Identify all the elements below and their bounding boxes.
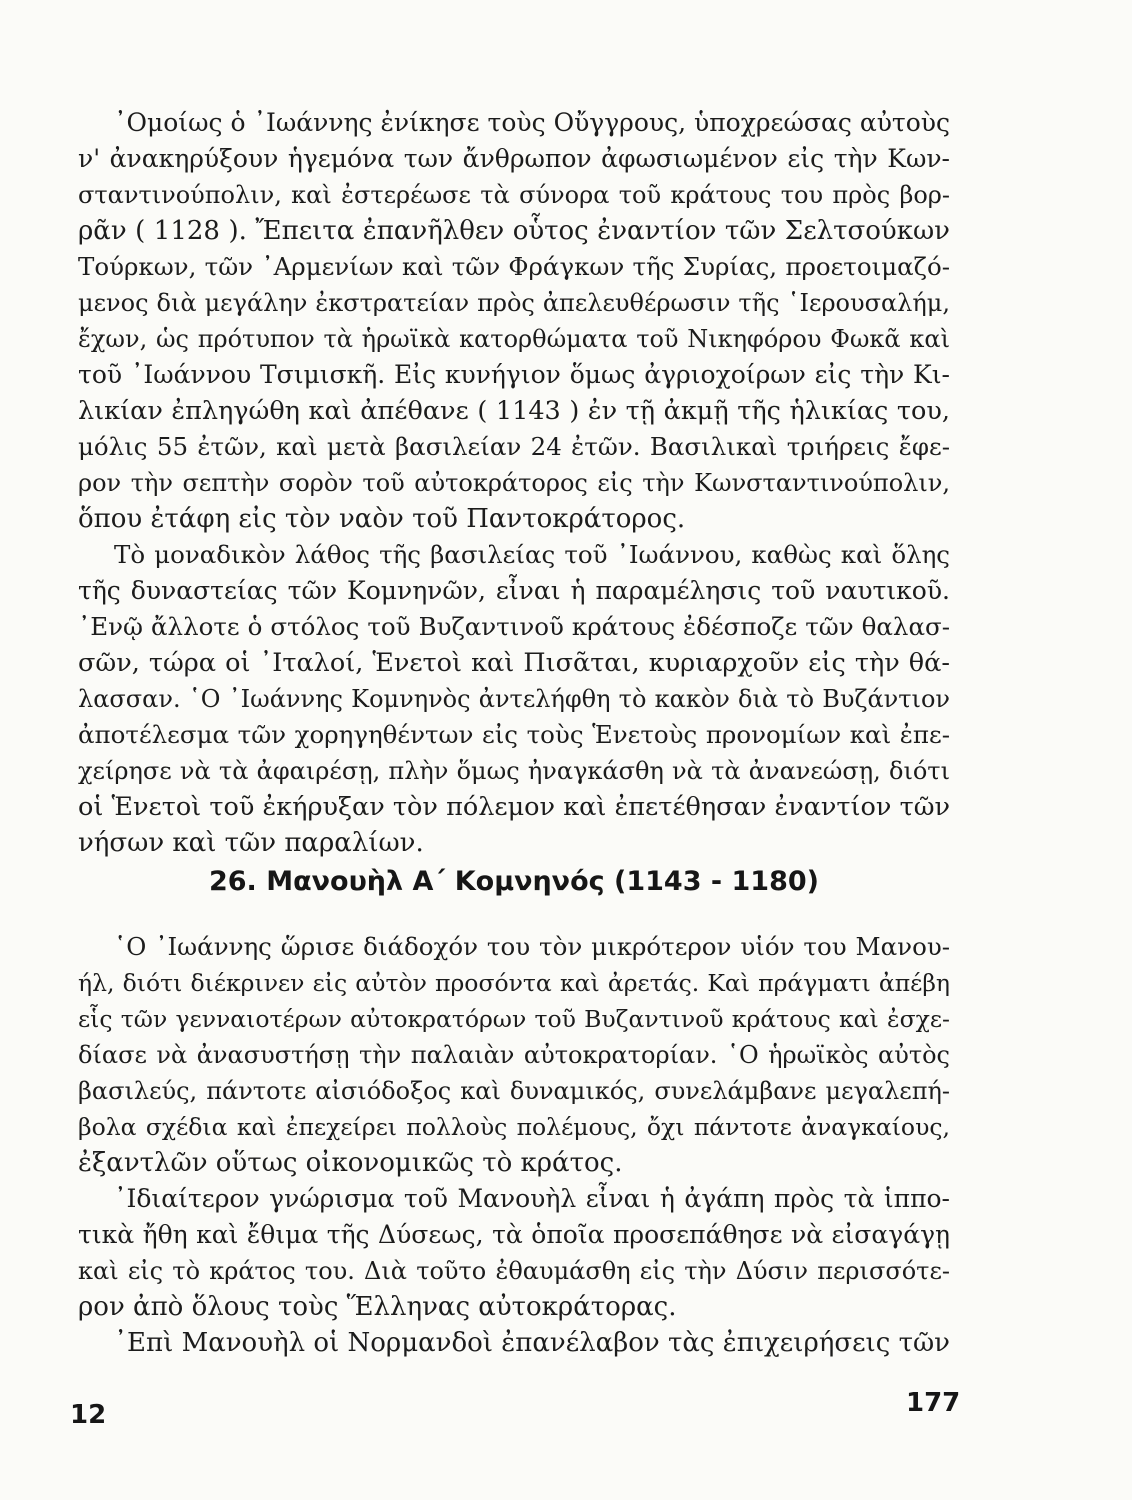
- section-heading: 26. Μανουὴλ Α΄ Κομνηνός (1143 - 1180): [208, 866, 820, 897]
- text-line: Τὸ μοναδικὸν λάθος τῆς βασιλείας τοῦ ᾿Ιωάννου, καθὼς καὶ ὅλης: [114, 540, 950, 569]
- text-line: ἔχων, ὡς πρότυπον τὰ ἡρωϊκὰ κατορθώματα τοῦ Νικηφόρου Φωκᾶ καὶ: [78, 325, 950, 353]
- text-line: ὅπου ἐτάφη εἰς τὸν ναὸν τοῦ Παντοκράτορος.: [78, 504, 686, 534]
- text-line: ᾿Ενῷ ἄλλοτε ὁ στόλος τοῦ Βυζαντινοῦ κράτους ἐδέσποζε τῶν θαλασ-: [78, 612, 950, 641]
- page-number: 177: [906, 1388, 961, 1418]
- text-line: ήλ, διότι διέκρινεν εἰς αὐτὸν προσόντα καὶ ἀρετάς. Καὶ πράγματι ἀπέβη: [78, 969, 950, 997]
- text-line: ἀποτέλεσμα τῶν χορηγηθέντων εἰς τοὺς Ἑνετοὺς προνομίων καὶ ἐπε-: [78, 720, 950, 749]
- text-line: ν' ἀνακηρύξουν ἡγεμόνα των ἄνθρωπον ἀφωσιωμένον εἰς τὴν Κων-: [78, 144, 950, 173]
- text-line: βολα σχέδια καὶ ἐπεχείρει πολλοὺς πολέμους, ὄχι πάντοτε ἀναγκαίους,: [78, 1113, 950, 1141]
- signature-mark: 12: [70, 1400, 107, 1430]
- text-line: ρον τὴν σεπτὴν σορὸν τοῦ αὐτοκράτορος εἰς τὴν Κωνσταντινούπολιν,: [78, 469, 950, 497]
- text-line: ρον ἀπὸ ὅλους τοὺς Ἕλληνας αὐτοκράτορας.: [78, 1292, 677, 1322]
- text-line: εἷς τῶν γενναιοτέρων αὐτοκρατόρων τοῦ Βυζαντινοῦ κράτους καὶ ἐσχε-: [78, 1005, 950, 1033]
- text-line: δίασε νὰ ἀνασυστήσῃ τὴν παλαιὰν αὐτοκρατορίαν. ῾Ο ἡρωϊκὸς αὐτὸς: [78, 1041, 950, 1069]
- text-line: νήσων καὶ τῶν παραλίων.: [78, 828, 424, 858]
- text-line: Τούρκων, τῶν ᾿Αρμενίων καὶ τῶν Φράγκων τῆς Συρίας, προετοιμαζό-: [78, 252, 950, 281]
- text-line: βασιλεύς, πάντοτε αἰσιόδοξος καὶ δυναμικός, συνελάμβανε μεγαλεπή-: [78, 1077, 950, 1105]
- text-line: τοῦ ᾿Ιωάννου Τσιμισκῆ. Εἰς κυνήγιον ὅμως ἀγριοχοίρων εἰς τὴν Κι-: [78, 360, 950, 389]
- text-line: σῶν, τώρα οἱ ᾿Ιταλοί, Ἑνετοὶ καὶ Πισᾶται, κυριαρχοῦν εἰς τὴν θά-: [78, 648, 950, 678]
- text-line: ἐξαντλῶν οὕτως οἰκονομικῶς τὸ κράτος.: [78, 1148, 623, 1178]
- text-line: ῾Ο ᾿Ιωάννης ὥρισε διάδοχόν του τὸν μικρότερον υἱόν του Μανου-: [114, 932, 950, 961]
- text-line: οἱ Ἑνετοὶ τοῦ ἐκήρυξαν τὸν πόλεμον καὶ ἐπετέθησαν ἐναντίον τῶν: [78, 792, 950, 822]
- text-line: σταντινούπολιν, καὶ ἐστερέωσε τὰ σύνορα τοῦ κράτους του πρὸς βορ-: [78, 181, 950, 209]
- text-line: ᾿Επὶ Μανουὴλ οἱ Νορμανδοὶ ἐπανέλαβον τὰς ἐπιχειρήσεις τῶν: [114, 1328, 950, 1358]
- text-line: τῆς δυναστείας τῶν Κομνηνῶν, εἶναι ἡ παραμέλησις τοῦ ναυτικοῦ.: [78, 576, 950, 605]
- text-line: καὶ εἰς τὸ κράτος του. Διὰ τοῦτο ἐθαυμάσθη εἰς τὴν Δύσιν περισσότε-: [78, 1257, 950, 1285]
- text-line: τικὰ ἤθη καὶ ἔθιμα τῆς Δύσεως, τὰ ὁποῖα προσεπάθησε νὰ εἰσαγάγῃ: [78, 1220, 950, 1249]
- text-line: ᾿Ομοίως ὁ ᾿Ιωάννης ἐνίκησε τοὺς Οὔγγρους, ὑποχρεώσας αὐτοὺς: [114, 108, 950, 137]
- text-line: ρᾶν ( 1128 ). Ἔπειτα ἐπανῆλθεν οὗτος ἐναντίον τῶν Σελτσούκων: [78, 216, 950, 246]
- text-line: χείρησε νὰ τὰ ἀφαιρέσῃ, πλὴν ὅμως ἠναγκάσθη νὰ τὰ ἀνανεώσῃ, διότι: [78, 757, 950, 785]
- text-line: λασσαν. ῾Ο ᾿Ιωάννης Κομνηνὸς ἀντελήφθη τὸ κακὸν διὰ τὸ Βυζάντιον: [78, 685, 950, 713]
- text-line: μενος διὰ μεγάλην ἐκστρατείαν πρὸς ἀπελευθέρωσιν τῆς ῾Ιερουσαλήμ,: [78, 289, 950, 317]
- text-line: λικίαν ἐπληγώθη καὶ ἀπέθανε ( 1143 ) ἐν τῇ ἀκμῇ τῆς ἡλικίας του,: [78, 396, 950, 426]
- text-line: μόλις 55 ἐτῶν, καὶ μετὰ βασιλείαν 24 ἐτῶν. Βασιλικαὶ τριήρεις ἔφε-: [78, 432, 950, 461]
- text-line: ᾿Ιδιαίτερον γνώρισμα τοῦ Μανουὴλ εἶναι ἡ ἀγάπη πρὸς τὰ ἱππο-: [114, 1184, 950, 1213]
